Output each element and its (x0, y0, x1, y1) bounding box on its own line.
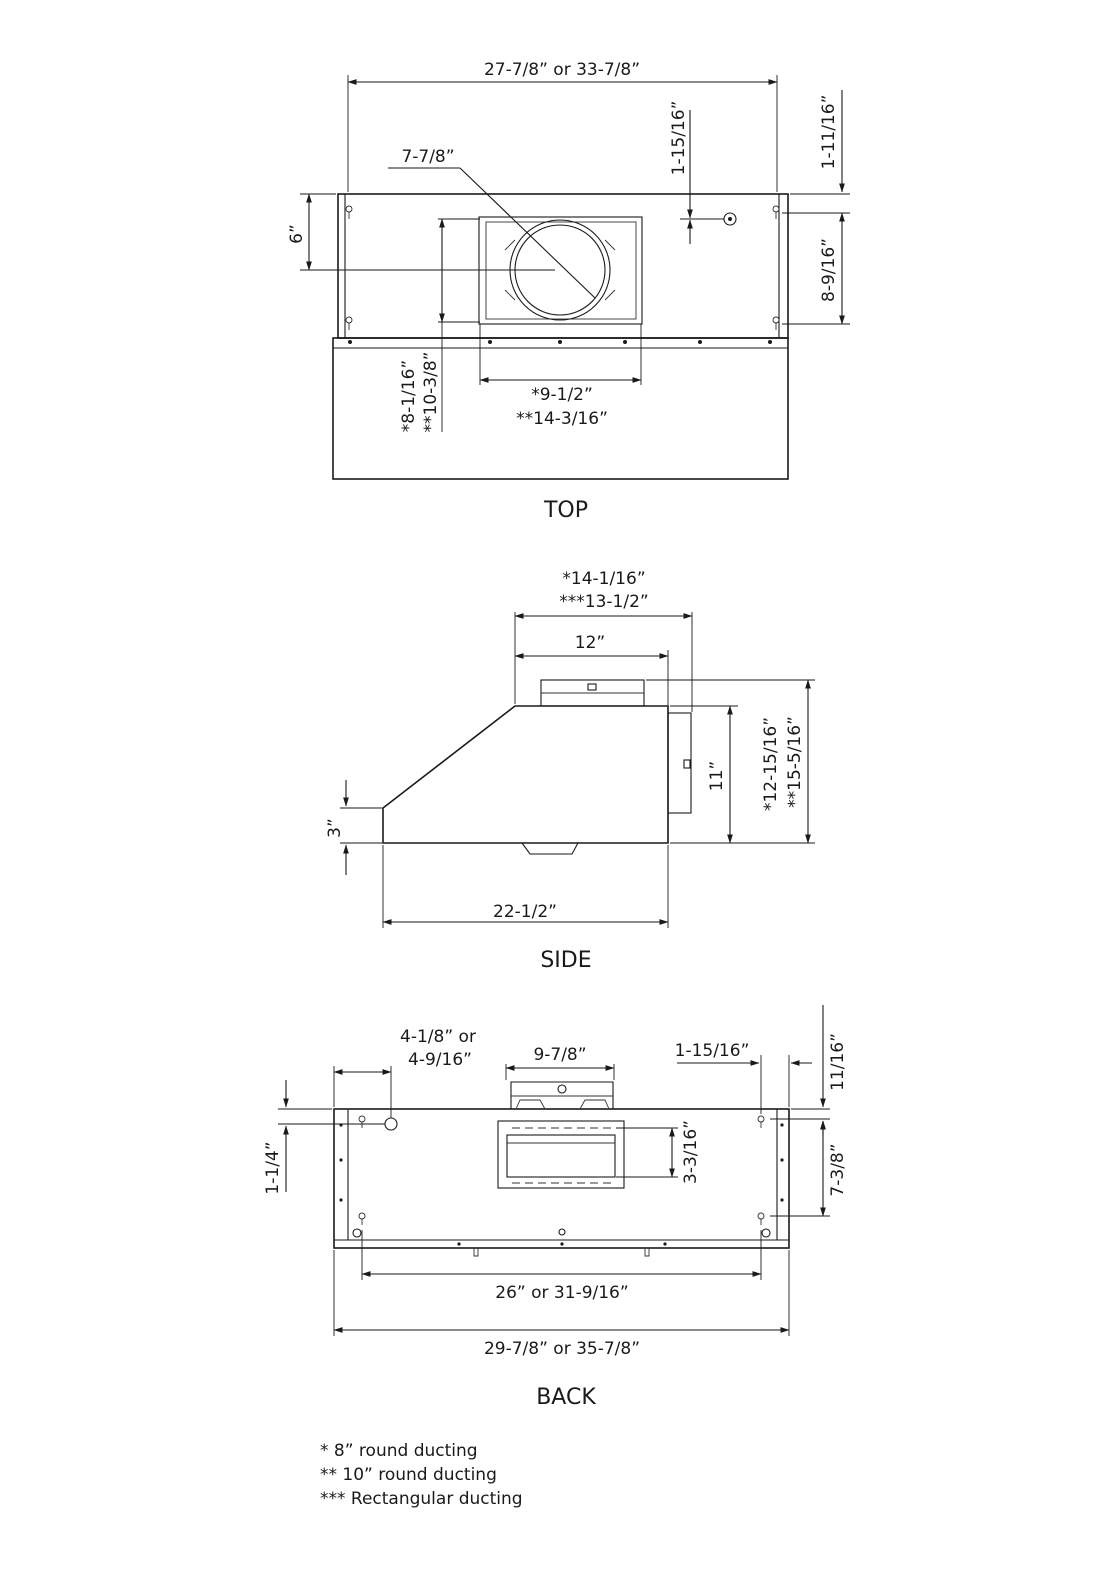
back-edge-dots (339, 1123, 783, 1245)
back-view (263, 1005, 848, 1410)
top-view (287, 60, 850, 523)
top-edge-bolts (348, 340, 772, 344)
back-duct-height-label: 3-3/16” (681, 1120, 701, 1184)
top-left-slot-spacing-label: 6” (287, 224, 307, 244)
top-view-title: TOP (543, 498, 589, 523)
back-hole-spacing-label: 26” or 31-9/16” (495, 1283, 629, 1303)
side-depth-rect-label: ***13-1/2” (559, 592, 649, 612)
side-view-title: SIDE (540, 948, 592, 973)
back-duct-width-label: 9-7/8” (533, 1045, 587, 1065)
back-hole-offset-label-2: 4-9/16” (408, 1050, 472, 1070)
side-hood-profile (383, 706, 668, 843)
side-rear-duct (668, 713, 691, 813)
back-keyhole-slots (359, 1116, 764, 1225)
back-view-title: BACK (536, 1385, 596, 1410)
ducting-notes (320, 1441, 523, 1509)
back-left-height-label: 1-1/4” (263, 1141, 283, 1195)
back-top-offset-label: 11/16” (828, 1033, 848, 1091)
back-right-offset-label: 1-15/16” (674, 1041, 750, 1061)
top-collar-width-8-label: *9-1/2” (531, 385, 593, 405)
note-rectangular: *** Rectangular ducting (320, 1489, 523, 1509)
top-side-offset-label: 1-11/16” (819, 94, 839, 170)
side-overall-depth-label: 22-1/2” (493, 902, 557, 922)
top-collar-width-10-label: **14-3/16” (516, 409, 608, 429)
side-view (325, 569, 815, 973)
side-front-height-label: 3” (325, 818, 345, 838)
back-panel (334, 1109, 789, 1248)
top-mounting-plate (479, 217, 642, 324)
top-upper-panel (338, 194, 788, 338)
side-light-tab (522, 843, 578, 854)
back-right-height-label: 7-3/8” (828, 1143, 848, 1197)
side-height-8-label: *12-15/16” (761, 716, 781, 812)
side-depth-8-label: *14-1/16” (562, 569, 646, 589)
top-collar-depth-10-label: **10-3/8” (421, 351, 441, 433)
back-overall-width-label: 29-7/8” or 35-7/8” (483, 1339, 641, 1359)
side-body-height-label: 11” (707, 760, 727, 792)
side-height-10-label: **15-5/16” (785, 716, 805, 808)
top-side-slot-spacing-label: 8-9/16” (819, 238, 839, 302)
note-10-round: ** 10” round ducting (320, 1465, 497, 1485)
back-rect-opening (498, 1121, 624, 1188)
note-8-round: * 8” round ducting (320, 1441, 478, 1461)
back-hole-offset-label-1: 4-1/8” or (400, 1027, 476, 1047)
top-rear-to-collar-label: 1-15/16” (669, 100, 689, 176)
side-top-depth-label: 12” (574, 633, 606, 653)
back-duct-collar (511, 1082, 613, 1109)
top-duct-diameter-label: 7-7/8” (401, 147, 455, 167)
top-overall-width-label: 27-7/8” or 33-7/8” (483, 60, 641, 80)
back-mounting-hole (385, 1118, 397, 1130)
top-collar-depth-8-label: *8-1/16” (399, 359, 419, 433)
